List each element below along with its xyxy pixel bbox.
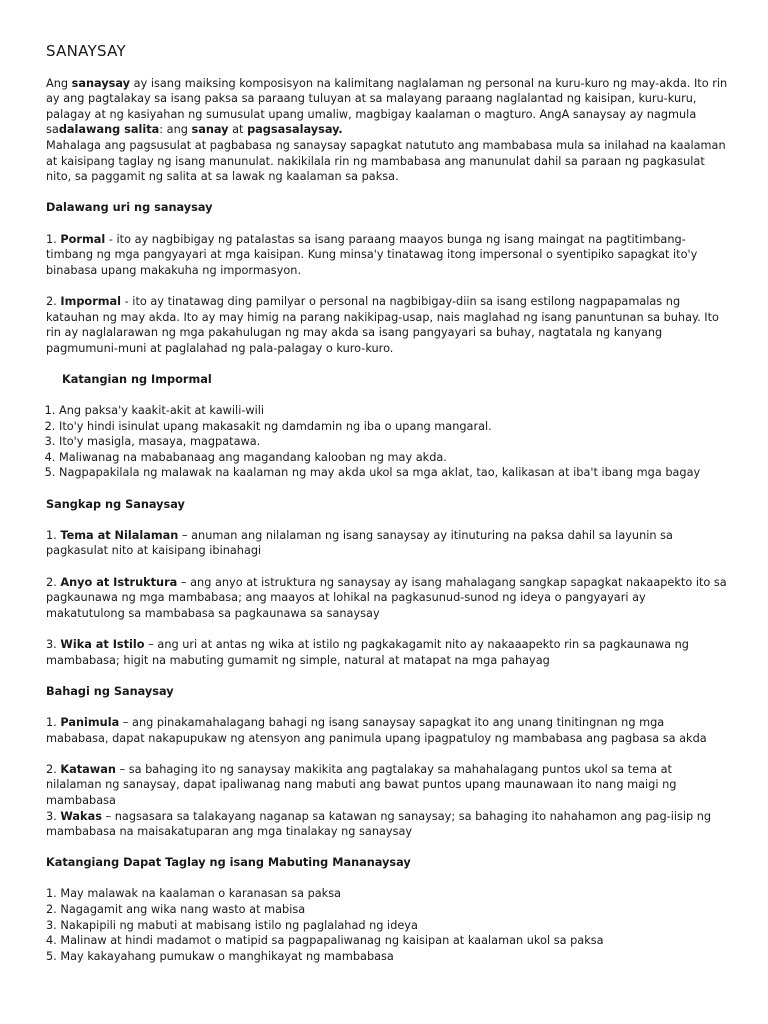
intro-bold-term: dalawang salita: [58, 123, 160, 137]
intro-paragraph: [46, 76, 728, 138]
list-item: 2. Ito'y hindi isinulat upang makasakit ng damdamin ng iba o upang mangaral.: [59, 419, 728, 435]
item-term: Panimula: [60, 715, 120, 729]
item-number: 3.: [46, 637, 61, 651]
item-text: – anuman ang nilalaman ng isang sanaysay ay itinuturing na paksa dahil sa layunin sa pagkasulat nito at kaisipang ibinahagi: [46, 528, 673, 558]
list-item: 5. Nagpapakilala ng malawak na kaalaman ng may akda ukol sa mga aklat, tao, kalikasan at iba't ibang mga bagay: [59, 465, 728, 481]
intro-bold-term: sanay: [191, 123, 229, 137]
item-term: Impormal: [60, 294, 122, 308]
item-number: 1.: [46, 528, 61, 542]
list-item: [46, 294, 728, 356]
intro-text: : ang: [159, 123, 192, 137]
list-item: [46, 232, 728, 279]
item-number: 1.: [46, 232, 61, 246]
intro-bold-term: sanaysay: [71, 76, 131, 90]
list-item: 4. Malinaw at hindi madamot o matipid sa pagpapaliwanag ng kaisipan at kaalaman ukol sa paksa: [46, 934, 604, 948]
list-item: 4. Maliwanag na mababanaag ang magandang kalooban ng may akda.: [59, 450, 728, 466]
item-term: Tema at Nilalaman: [60, 528, 179, 542]
section-heading-sangkap: Sangkap ng Sanaysay: [46, 497, 185, 511]
katangian-manunulat-list: [46, 886, 728, 964]
item-number: 2.: [46, 575, 61, 589]
item-text: – ang anyo at istruktura ng sanaysay ay isang mahalagang sangkap sapagkat nakaapekto ito sa pagkaunawa ng mga mambabasa; ang maayos at lohikal na pagkasunud-sunod ng ideya o pangyayari ay makatutulong sa mambabasa sa pagkaunawa sa sanaysay: [46, 575, 727, 620]
list-item: 2. Nagagamit ang wika nang wasto at mabisa: [46, 903, 306, 917]
item-text: - ito ay nagbibigay ng patalastas sa isang paraang maayos bunga ng isang maingat na pagtitimbang-timbang ng mga pangyayari at mga kaisipan. Kung minsa'y tinatawag itong impersonal o syentipiko sapagkat ito'y binabasa upang makakuha ng impormasyon.: [46, 232, 698, 277]
section-heading-katangian-manunulat: Katangiang Dapat Taglay ng isang Mabuting Mananaysay: [46, 856, 411, 870]
intro-bold-term: pagsasalaysay.: [247, 123, 343, 137]
list-item: [46, 575, 728, 622]
item-text: – ang pinakamahalagang bahagi ng isang sanaysay sapagkat ito ang unang tinitingnan ng mga mababasa, dapat nakapupukaw ng atensyon ang panimula upang ipagpatuloy ng mambabasa ang pagbasa sa akda: [46, 715, 707, 745]
list-item: 5. May kakayahang pumukaw o manghikayat ng mambabasa: [46, 949, 394, 963]
item-text: - ito ay tinatawag ding pamilyar o personal na nagbibigay-diin sa isang estilong nagpapamalas ng katauhan ng may akda. Ito ay may himig na parang nakikipag-usap, nais maglahad ng isang panuntunan sa buhay. Ito rin ay naglalarawan ng mga pakahulugan ng may akda sa isang pangyayari sa buhay, nagtatala ng kanyang pagmumuni-muni at paglalahad ng pala-palagay o kuro-kuro.: [46, 294, 719, 355]
item-number: 2.: [46, 294, 61, 308]
intro-paragraph-2: Mahalaga ang pagsusulat at pagbabasa ng sanaysay sapagkat natututo ang mambabasa mula sa inilahad na kaalaman at kaisipang taglay ng isang manunulat. nakikilala rin ng mambabasa ang manunulat dahil sa paraan ng pagkasulat nito, sa paggamit ng salita at sa lawak ng kaalaman sa paksa.: [46, 138, 726, 184]
item-term: Wakas: [60, 809, 102, 823]
list-item: [46, 528, 728, 559]
list-item: 3. Ito'y masigla, masaya, magpatawa.: [59, 434, 728, 450]
katangian-impormal-list: [46, 403, 728, 481]
section-heading-bahagi: Bahagi ng Sanaysay: [46, 684, 174, 698]
item-text: – ang uri at antas ng wika at istilo ng pagkakagamit nito ay nakaaapekto rin sa pagkaunawa ng mambabasa; higit na mabuting gumamit ng simple, natural at matapat na mga pahayag: [46, 637, 689, 667]
item-term: Anyo at Istruktura: [60, 575, 178, 589]
section-heading-uri: Dalawang uri ng sanaysay: [46, 201, 213, 215]
intro-text: at: [228, 123, 248, 137]
intro-text: ay isang maiksing komposisyon na kalimitang naglalaman ng personal na kuru-kuro ng may-akda. Ito rin ay ang pagtalakay sa isang paksa sa paraang tuluyan at sa malayang paraang naglalantad ng kaisipan, kuru-kuru, palagay at ng kasiyahan ng sumusulat upang umaliw, magbigay kaalaman o magturo. AngA sanaysay ay nagmula sa: [46, 76, 728, 137]
section-heading-katangian-impormal: Katangian ng Impormal: [62, 372, 212, 386]
list-item: [46, 809, 728, 840]
page-title: SANAYSAY: [46, 42, 126, 60]
list-item: [46, 637, 728, 668]
item-term: Wika at Istilo: [60, 637, 145, 651]
item-number: 1.: [46, 715, 61, 729]
item-number: 2.: [46, 762, 61, 776]
list-item: 1. May malawak na kaalaman o karanasan sa paksa: [46, 887, 342, 901]
list-item: 3. Nakapipili ng mabuti at mabisang istilo ng paglalahad ng ideya: [46, 918, 418, 932]
list-item: 1. Ang paksa'y kaakit-akit at kawili-wili: [59, 403, 728, 419]
item-text: – sa bahaging ito ng sanaysay makikita ang pagtalakay sa mahahalagang puntos ukol sa tema at nilalaman ng sanaysay, dapat ipaliwanag nang mabuti ang bawat puntos upang maunawaan ito nang maigi ng mambabasa: [46, 762, 677, 807]
item-term: Katawan: [60, 762, 116, 776]
list-item: [46, 715, 728, 746]
item-number: 3.: [46, 809, 61, 823]
list-item: [46, 762, 728, 809]
item-term: Pormal: [60, 232, 106, 246]
intro-text: Ang: [46, 76, 72, 90]
item-text: – nagsasara sa talakayang naganap sa katawan ng sanaysay; sa bahaging ito nahahamon ang pag-iisip ng mambabasa na maisakatuparan ang mga tinalakay ng sanaysay: [46, 809, 712, 839]
